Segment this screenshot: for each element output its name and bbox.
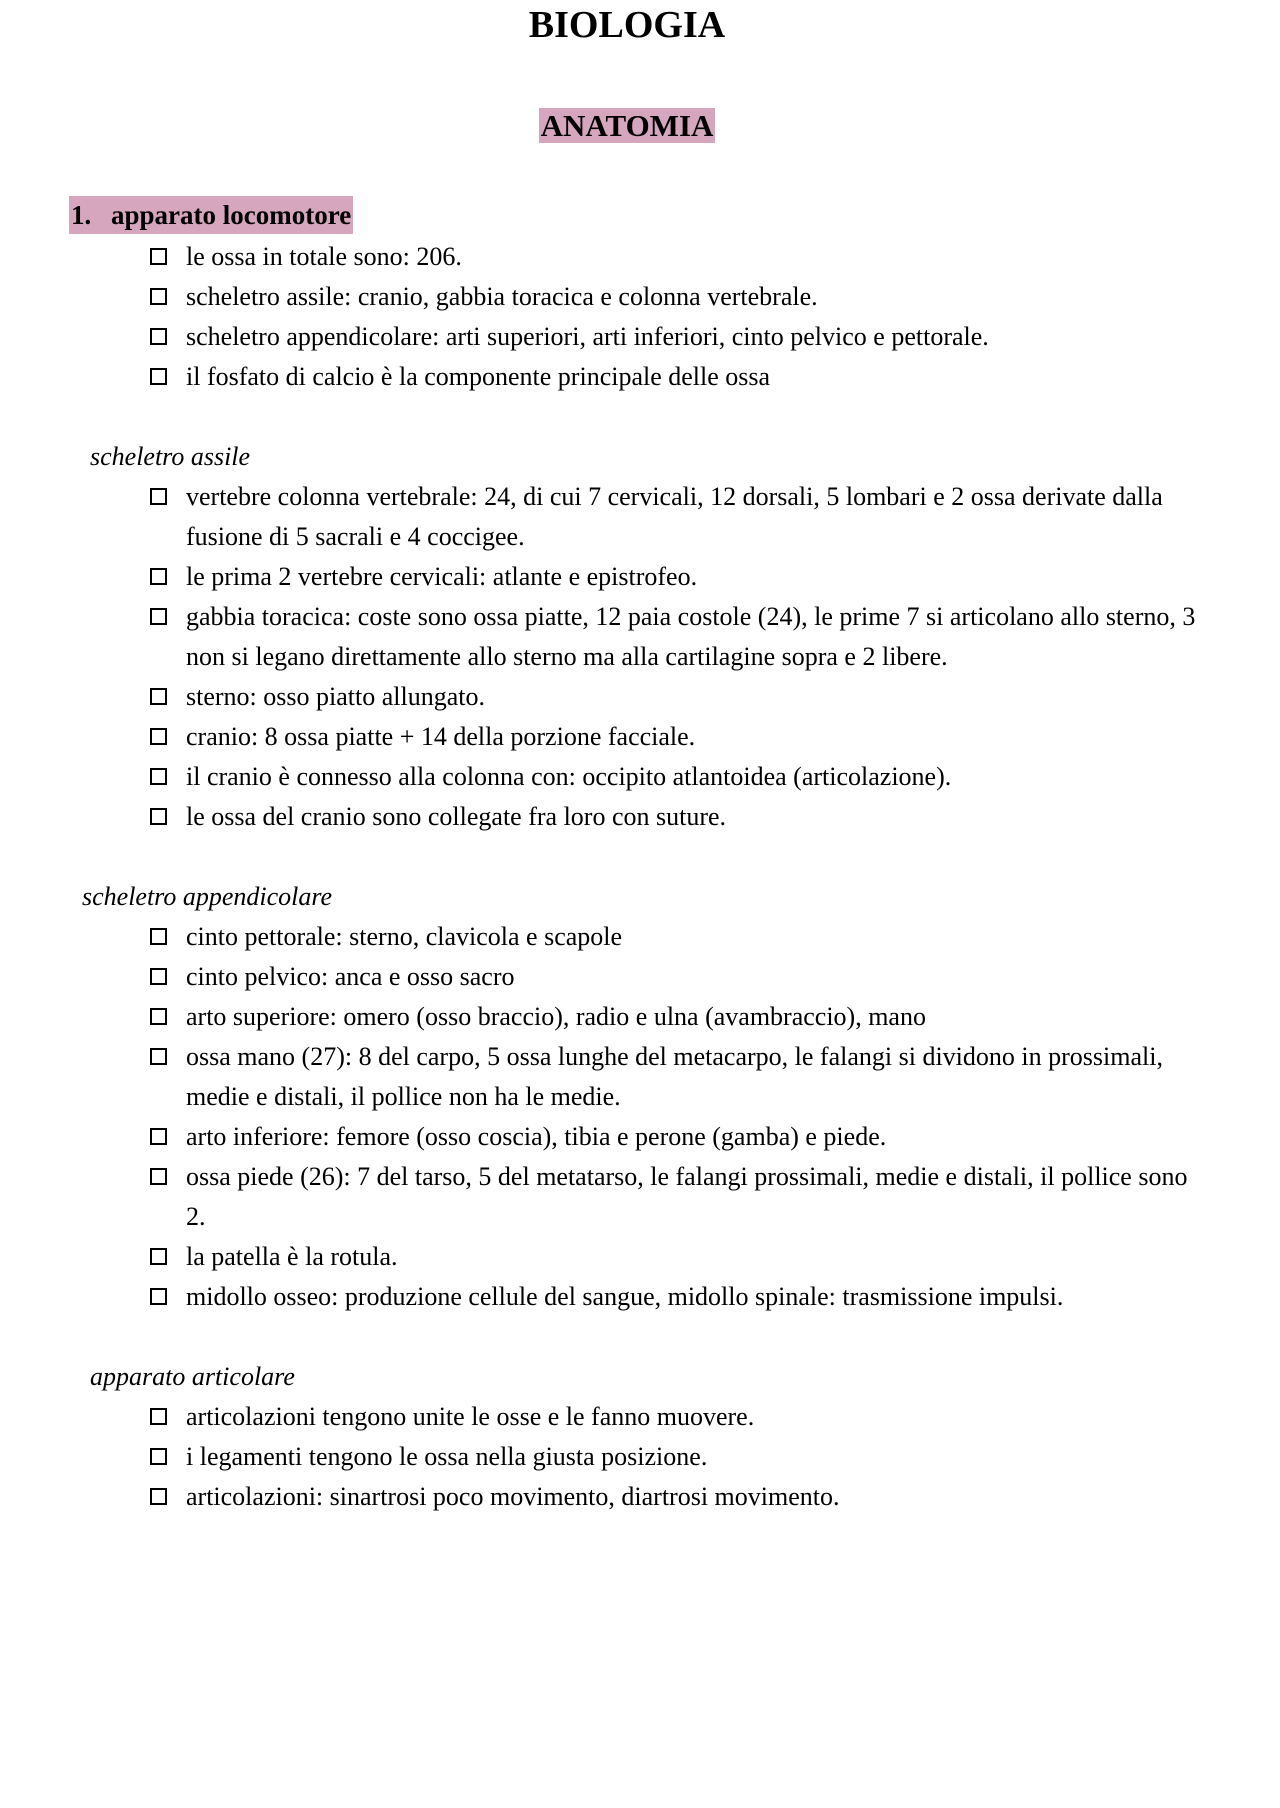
subsection-heading: scheletro assile bbox=[90, 442, 251, 471]
checklist-item bbox=[150, 997, 1210, 1037]
checkbox-icon bbox=[150, 328, 167, 345]
section-title bbox=[0, 106, 1254, 146]
checklist-item-text: gabbia toracica: coste sono ossa piatte, 12 paia costole (24), le prime 7 si articolano allo sterno, 3 non si legano direttamente allo sterno ma alla cartilagine sopra e 2 libere. bbox=[186, 602, 1196, 671]
checklist-item-text: ossa piede (26): 7 del tarso, 5 del metatarso, le falangi prossimali, medie e distali, il pollice sono 2. bbox=[186, 1162, 1188, 1231]
checklist-item-text: le ossa del cranio sono collegate fra loro con suture. bbox=[186, 802, 727, 831]
checklist-item bbox=[150, 317, 1210, 357]
checklist-item-text: arto inferiore: femore (osso coscia), tibia e perone (gamba) e piede. bbox=[186, 1122, 887, 1151]
subsection bbox=[0, 1357, 1280, 1517]
subsection-checklist bbox=[0, 917, 1210, 1317]
checkbox-icon bbox=[150, 968, 167, 985]
checkbox-icon bbox=[150, 568, 167, 585]
checkbox-icon bbox=[150, 1448, 167, 1465]
checklist-item-text: la patella è la rotula. bbox=[186, 1242, 398, 1271]
checklist-item bbox=[150, 1117, 1210, 1157]
checkbox-icon bbox=[150, 1488, 167, 1505]
subsection-heading: scheletro appendicolare bbox=[82, 882, 333, 911]
checklist-item-text: le prima 2 vertebre cervicali: atlante e epistrofeo. bbox=[186, 562, 698, 591]
document-content bbox=[0, 237, 1280, 1517]
checklist-item bbox=[150, 957, 1210, 997]
checkbox-icon bbox=[150, 248, 167, 265]
document-title: BIOLOGIA bbox=[528, 4, 726, 46]
checklist-item bbox=[150, 1437, 1210, 1477]
checkbox-icon bbox=[150, 288, 167, 305]
checklist-item bbox=[150, 277, 1210, 317]
checkbox-icon bbox=[150, 768, 167, 785]
section-title-highlight: ANATOMIA bbox=[540, 108, 714, 143]
subsection-checklist bbox=[0, 1397, 1210, 1517]
checklist-item bbox=[150, 717, 1210, 757]
checklist-item bbox=[150, 1237, 1210, 1277]
checklist-item-text: vertebre colonna vertebrale: 24, di cui 7 cervicali, 12 dorsali, 5 lombari e 2 ossa derivate dalla fusione di 5 sacrali e 4 coccigee. bbox=[186, 482, 1163, 551]
topic-number: 1. bbox=[71, 200, 92, 230]
checkbox-icon bbox=[150, 368, 167, 385]
checklist-item-text: cinto pelvico: anca e osso sacro bbox=[186, 962, 515, 991]
checklist-item-text: cinto pettorale: sterno, clavicola e scapole bbox=[186, 922, 623, 951]
checkbox-icon bbox=[150, 1048, 167, 1065]
checklist-item bbox=[150, 477, 1210, 557]
checkbox-icon bbox=[150, 1288, 167, 1305]
topic-title: apparato locomotore bbox=[111, 200, 352, 230]
checklist-item-text: le ossa in totale sono: 206. bbox=[186, 242, 462, 271]
checklist-item-text: arto superiore: omero (osso braccio), radio e ulna (avambraccio), mano bbox=[186, 1002, 926, 1031]
checkbox-icon bbox=[150, 1408, 167, 1425]
checkbox-icon bbox=[150, 1168, 167, 1185]
group-spacer bbox=[0, 1317, 1280, 1357]
checkbox-icon bbox=[150, 928, 167, 945]
checklist-item-text: midollo osseo: produzione cellule del sangue, midollo spinale: trasmissione impulsi. bbox=[186, 1282, 1064, 1311]
checkbox-icon bbox=[150, 728, 167, 745]
checkbox-icon bbox=[150, 608, 167, 625]
checklist-item-text: scheletro appendicolare: arti superiori, arti inferiori, cinto pelvico e pettorale. bbox=[186, 322, 989, 351]
checklist-item-text: i legamenti tengono le ossa nella giusta posizione. bbox=[186, 1442, 708, 1471]
subsection bbox=[0, 437, 1280, 837]
checklist-item bbox=[150, 1397, 1210, 1437]
checklist-item bbox=[150, 917, 1210, 957]
checkbox-icon bbox=[150, 808, 167, 825]
checklist-item bbox=[150, 797, 1210, 837]
checklist-item bbox=[150, 1157, 1210, 1237]
checklist-item-text: il cranio è connesso alla colonna con: occipito atlantoidea (articolazione). bbox=[186, 762, 952, 791]
group-spacer bbox=[0, 397, 1280, 437]
checkbox-icon bbox=[150, 1248, 167, 1265]
checklist-item bbox=[150, 677, 1210, 717]
checklist-item-text: il fosfato di calcio è la componente principale delle ossa bbox=[186, 362, 771, 391]
checklist-item bbox=[150, 1477, 1210, 1517]
checklist-item bbox=[150, 237, 1210, 277]
topic-heading bbox=[69, 196, 353, 234]
checklist-item-text: scheletro assile: cranio, gabbia toracica e colonna vertebrale. bbox=[186, 282, 818, 311]
checklist-item-text: cranio: 8 ossa piatte + 14 della porzione facciale. bbox=[186, 722, 696, 751]
checklist-item bbox=[150, 1037, 1210, 1117]
checklist-item-text: articolazioni: sinartrosi poco movimento, diartrosi movimento. bbox=[186, 1482, 840, 1511]
subsection-heading: apparato articolare bbox=[90, 1362, 295, 1391]
checkbox-icon bbox=[150, 1008, 167, 1025]
checklist-item bbox=[150, 757, 1210, 797]
subsection-checklist bbox=[0, 477, 1210, 837]
checkbox-icon bbox=[150, 488, 167, 505]
checklist-item bbox=[150, 557, 1210, 597]
intro-checklist bbox=[0, 237, 1210, 397]
checklist-item bbox=[150, 357, 1210, 397]
subsection bbox=[0, 877, 1280, 1317]
checklist-item-text: articolazioni tengono unite le osse e le fanno muovere. bbox=[186, 1402, 755, 1431]
checklist-item-text: ossa mano (27): 8 del carpo, 5 ossa lunghe del metacarpo, le falangi si dividono in prossimali, medie e distali, il pollice non ha le medie. bbox=[186, 1042, 1163, 1111]
group-spacer bbox=[0, 837, 1280, 877]
checkbox-icon bbox=[150, 688, 167, 705]
checkbox-icon bbox=[150, 1128, 167, 1145]
checklist-item-text: sterno: osso piatto allungato. bbox=[186, 682, 485, 711]
checklist-item bbox=[150, 1277, 1210, 1317]
checklist-item bbox=[150, 597, 1210, 677]
